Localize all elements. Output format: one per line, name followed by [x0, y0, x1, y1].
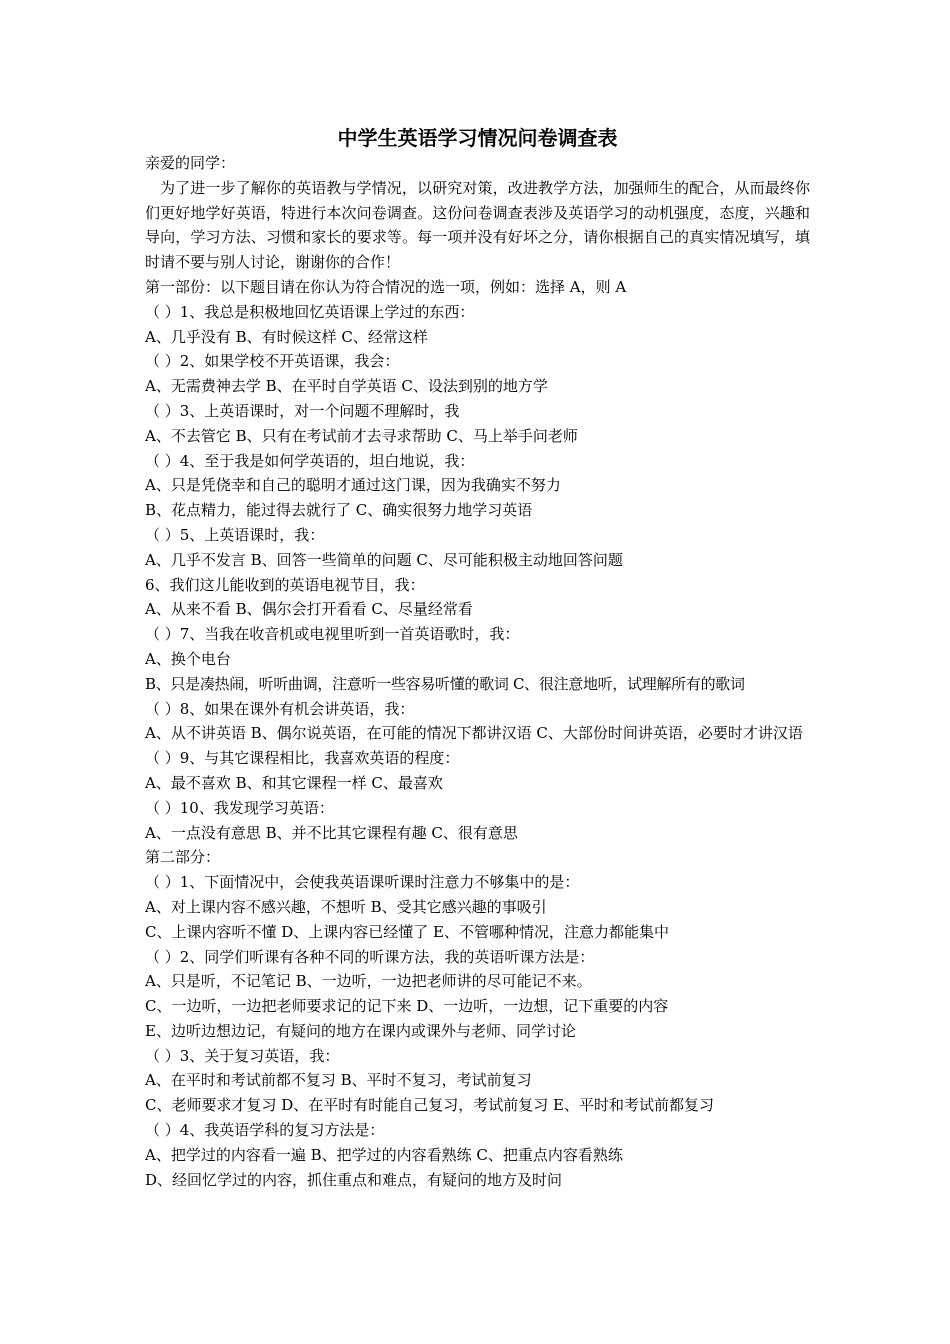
options-1-10: A、一点没有意思 B、并不比其它课程有趣 C、很有意思 — [145, 823, 518, 842]
options-1-7-a: A、换个电台 — [145, 649, 231, 668]
intro-paragraph: 为了进一步了解你的英语教与学情况，以研究对策，改进教学方法，加强师生的配合，从而最终你们更好地学好英语，特进行本次问卷调查。这份问卷调查表涉及英语学习的动机强度，态度，兴趣和导向，学习方法、习惯和家长的要求等。每一项并没有好坏之分，请你根据自己的真实情况填写，填时请不要与别人讨论，谢谢你的合作！ — [145, 178, 810, 272]
options-1-6: A、从来不看 B、偶尔会打开看看 C、尽量经常看 — [145, 600, 473, 619]
options-1-4-b: B、花点精力，能过得去就行了 C、确实很努力地学习英语 — [145, 501, 533, 520]
question-2-1: （ ）1、下面情况中，会使我英语课听课时注意力不够集中的是： — [145, 873, 580, 892]
question-2-3: （ ）3、关于复习英语，我： — [145, 1046, 340, 1065]
question-1-8: （ ）8、如果在课外有机会讲英语，我： — [145, 699, 415, 718]
document-page — [145, 125, 810, 1192]
question-1-2: （ ）2、如果学校不开英语课，我会： — [145, 352, 400, 371]
document-title: 中学生英语学习情况问卷调查表 — [337, 126, 618, 150]
options-2-3-a: A、在平时和考试前都不复习 B、平时不复习，考试前复习 — [145, 1071, 532, 1090]
options-2-4-a: A、把学过的内容看一遍 B、把学过的内容看熟练 C、把重点内容看熟练 — [145, 1145, 623, 1164]
question-1-6: 6、我们这儿能收到的英语电视节目，我： — [145, 575, 425, 594]
question-2-2: （ ）2、同学们听课有各种不同的听课方法，我的英语听课方法是： — [145, 947, 595, 966]
options-1-2: A、无需费神去学 B、在平时自学英语 C、设法到别的地方学 — [145, 377, 548, 396]
options-1-7-b: B、只是凑热闹，听听曲调，注意听一些容易听懂的歌词 C、很注意地听，试理解所有的歌词 — [145, 674, 745, 693]
question-1-5: （ ）5、上英语课时，我： — [145, 525, 325, 544]
options-2-2-c: E、边听边想边记，有疑问的地方在课内或课外与老师、同学讨论 — [145, 1021, 576, 1040]
question-1-1: （ ）1、我总是积极地回忆英语课上学过的东西： — [145, 302, 475, 321]
question-1-9: （ ）9、与其它课程相比，我喜欢英语的程度： — [145, 749, 460, 768]
options-2-2-b: C、一边听，一边把老师要求记的记下来 D、一边听，一边想，记下重要的内容 — [145, 997, 669, 1016]
options-2-4-b: D、经回忆学过的内容，抓住重点和难点，有疑问的地方及时问 — [145, 1170, 563, 1189]
options-1-1: A、几乎没有 B、有时候这样 C、经常这样 — [145, 327, 428, 346]
options-1-4-a: A、只是凭侥幸和自己的聪明才通过这门课，因为我确实不努力 — [145, 476, 561, 495]
greeting: 亲爱的同学： — [145, 154, 236, 172]
question-2-4: （ ）4、我英语学科的复习方法是： — [145, 1121, 385, 1140]
options-2-1-a: A、对上课内容不感兴趣，不想听 B、受其它感兴趣的事吸引 — [145, 897, 547, 916]
options-1-8: A、从不讲英语 B、偶尔说英语，在可能的情况下都讲汉语 C、大部份时间讲英语，必要时才讲汉语 — [145, 724, 803, 743]
options-1-3: A、不去管它 B、只有在考试前才去寻求帮助 C、马上举手问老师 — [145, 426, 578, 445]
options-2-1-b: C、上课内容听不懂 D、上课内容已经懂了 E、不管哪种情况，注意力都能集中 — [145, 922, 669, 941]
options-2-3-b: C、老师要求才复习 D、在平时有时能自己复习，考试前复习 E、平时和考试前都复习 — [145, 1096, 714, 1115]
question-1-7: （ ）7、当我在收音机或电视里听到一首英语歌时，我： — [145, 625, 520, 644]
question-1-4: （ ）4、至于我是如何学英语的，坦白地说，我： — [145, 451, 475, 470]
options-2-2-a: A、只是听，不记笔记 B、一边听，一边把老师讲的尽可能记不来。 — [145, 972, 592, 991]
question-1-3: （ ）3、上英语课时，对一个问题不理解时，我 — [145, 401, 460, 420]
question-1-10: （ ）10、我发现学习英语： — [145, 798, 334, 817]
part1-instructions: 第一部份：以下题目请在你认为符合情况的选一项，例如：选择 A，则 A — [145, 277, 627, 296]
part2-heading: 第二部分： — [145, 848, 221, 867]
options-1-5: A、几乎不发言 B、回答一些简单的问题 C、尽可能积极主动地回答问题 — [145, 550, 623, 569]
options-1-9: A、最不喜欢 B、和其它课程一样 C、最喜欢 — [145, 773, 443, 792]
